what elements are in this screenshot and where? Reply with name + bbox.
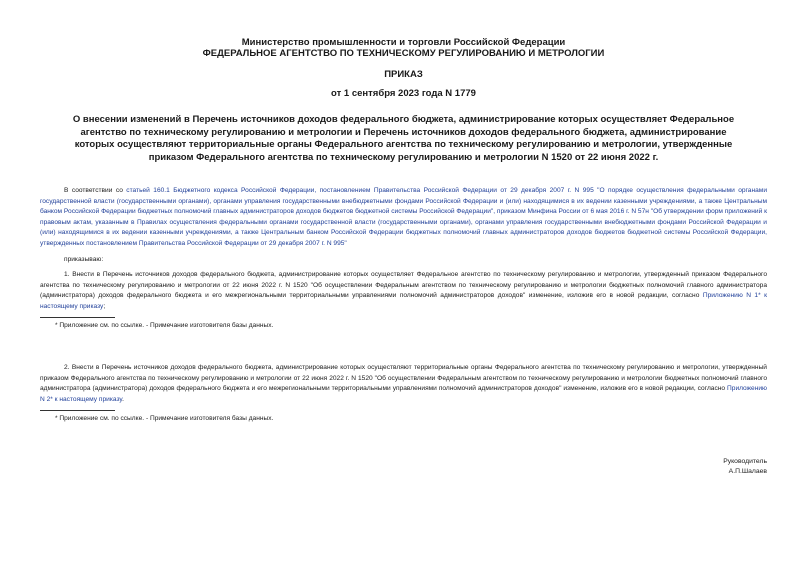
document-subject: О внесении изменений в Перечень источников доходов федерального бюджета, администрирование которых осуществляет Федеральное агентство по техническому регулированию и метрологии и Перечень источников доходов федерального бюджета, администрирование которых осуществляют территориальные органы Федерального агентства по техническому регулированию и метрологии, утвержденные приказом Федерального агентства по техническому регулированию и метрологии N 1520 от 22 июня 2022 г. bbox=[72, 114, 735, 163]
ministry-name: Министерство промышленности и торговли Российской Федерации bbox=[241, 37, 566, 48]
intro-prefix: В соответствии со bbox=[64, 187, 127, 194]
footnote-1: * Приложение см. по ссылке. - Примечание изготовителя базы данных. bbox=[55, 322, 274, 329]
order-item-2 bbox=[40, 363, 767, 405]
appendix-2-link[interactable]: Приложению N 2* к настоящему приказу bbox=[40, 385, 767, 403]
appendix-1-link[interactable]: Приложению N 1* к настоящему приказу bbox=[40, 292, 767, 310]
footnote-divider bbox=[40, 317, 115, 318]
footnote-2: * Приложение см. по ссылке. - Примечание изготовителя базы данных. bbox=[55, 415, 274, 422]
item2-suffix: . bbox=[122, 395, 124, 403]
signatory-position: Руководитель bbox=[723, 458, 767, 465]
item1-suffix: ; bbox=[103, 302, 106, 310]
order-item-1 bbox=[40, 270, 767, 312]
footnote-divider bbox=[40, 410, 115, 411]
intro-paragraph bbox=[40, 186, 767, 249]
signatory-name: А.П.Шалаев bbox=[728, 468, 767, 475]
intro-legal-references-link[interactable]: статьей 160.1 Бюджетного кодекса Российской Федерации, постановлением Правительства Российской Федерации от 29 декабря 2007 г. N 995 "О порядке осуществления федеральными органами государственной власти (государственными органами), органами управления государственными внебюджетными фондами Российской Федерации и (или) находящимися в их ведении казенными учреждениями, а также Центральным банком Российской Федерации бюджетных полномочий главных администраторов доходов бюджетов бюджетной системы Российской Федерации", приказом Минфина России от 6 мая 2016 г. N 57н "Об утверждении форм приложений к правовым актам, указанным в Правилах осуществления федеральными органами государственной власти (государственными органами), органами управления государственными внебюджетными фондами Российской Федерации и (или) находящимися в их ведении казенными учреждениями, а также Центральным банком Российской Федерации бюджетных полномочий главных администраторов доходов бюджетов бюджетной системы Российской Федерации, утвержденных постановлением Правительства Российской Федерации от 29 декабря 2007 г. N 995" bbox=[40, 187, 768, 247]
item1-text: 1. Внести в Перечень источников доходов федерального бюджета, администрирование которых осуществляет Федеральное агентство по техническому регулированию и метрологии, утвержденный приказом Федерального агентства по техническому регулированию и метрологии от 22 июня 2022 г. N 1520 "Об осуществлении Федеральным агентством по техническому регулированию и метрологии бюджетных полномочий главного администратора (администратора) доходов федерального бюджета и его межрегиональными территориальными управлениями полномочий администраторов доходов" изменение, изложив его в новой редакции, согласно bbox=[40, 271, 767, 299]
ordered-label: приказываю: bbox=[64, 256, 104, 263]
document-type: ПРИКАЗ bbox=[384, 69, 423, 80]
agency-name: ФЕДЕРАЛЬНОЕ АГЕНТСТВО ПО ТЕХНИЧЕСКОМУ РЕГУЛИРОВАНИЮ И МЕТРОЛОГИИ bbox=[202, 48, 605, 59]
item2-text: 2. Внести в Перечень источников доходов федерального бюджета, администрирование которых осуществляют территориальные органы Федерального агентства по техническому регулированию и метрологии, утвержденный приказом Федерального агентства по техническому регулированию и метрологии от 22 июня 2022 г. N 1520 "Об осуществлении Федеральным агентством по техническому регулированию и метрологии бюджетных полномочий главного администратора (администратора) доходов федерального бюджета и его межрегиональными территориальными управлениями полномочий администраторов доходов" изменение, изложив его в новой редакции, согласно bbox=[40, 364, 767, 392]
document-date: от 1 сентября 2023 года N 1779 bbox=[331, 88, 476, 99]
